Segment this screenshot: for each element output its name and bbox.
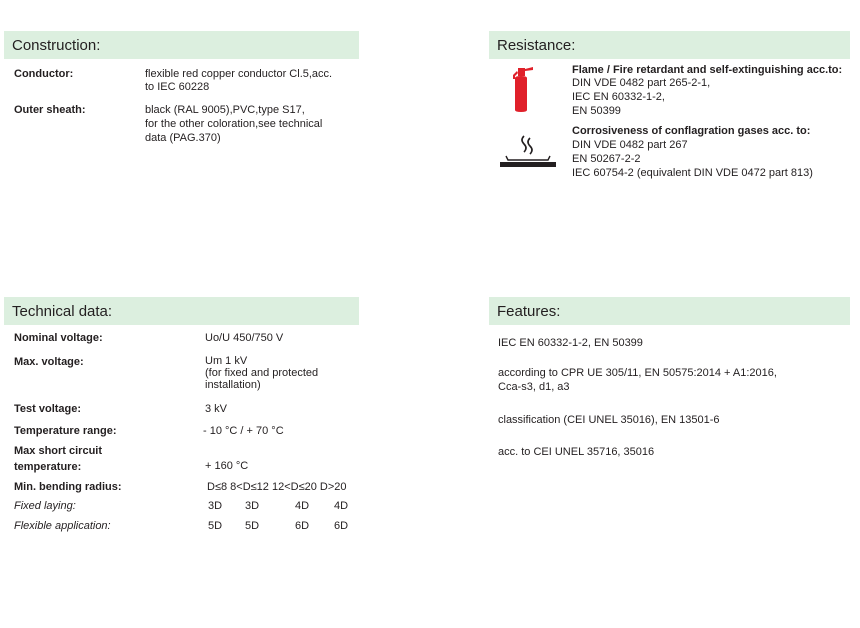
construction-title: Construction: [12,37,101,54]
temperature-range-value: - 10 °C / + 70 °C [203,425,284,437]
max-voltage-value-line-3: installation) [205,379,261,391]
fixed-laying-value: 4D [295,500,310,512]
test-voltage-value: 3 kV [205,403,228,415]
flame-line-1: DIN VDE 0482 part 265-2-1, [572,77,711,89]
nominal-voltage-label: Nominal voltage: [14,332,103,344]
bending-radius-value: D≤8 8<D≤12 12<D≤20 D>20 [207,481,347,493]
test-voltage-label: Test voltage: [14,403,82,415]
temperature-range-label: Temperature range: [14,425,117,437]
feature-item-1: IEC EN 60332-1-2, EN 50399 [498,337,643,349]
technical-header [4,297,359,325]
max-voltage-value-line-2: (for fixed and protected [205,367,319,379]
flexible-application-value: 6D [334,520,349,532]
outer-sheath-value-line-2: for the other coloration,see technical [145,118,323,130]
short-circuit-label-line-1: Max short circuit [14,445,103,457]
short-circuit-label-line-2: temperature: [14,461,82,473]
fixed-laying-value: 3D [208,500,223,512]
flexible-application-value: 6D [295,520,310,532]
flame-line-3: EN 50399 [572,105,621,117]
feature-item-2-line-1: according to CPR UE 305/11, EN 50575:2014 + A1:2016, [498,367,777,379]
outer-sheath-value-line-3: data (PAG.370) [145,132,221,144]
conductor-label: Conductor: [14,68,74,80]
bending-radius-label: Min. bending radius: [14,481,122,493]
feature-item-2-line-2: Cca-s3, d1, a3 [498,381,570,393]
short-circuit-value: + 160 °C [205,460,249,472]
flame-line-2: IEC EN 60332-1-2, [572,91,665,103]
fixed-laying-label: Fixed laying: [14,500,76,512]
flame-heading: Flame / Fire retardant and self-extinguishing acc.to: [572,64,843,76]
fixed-laying-value: 4D [334,500,349,512]
fixed-laying-value: 3D [245,500,260,512]
corrosiveness-line-2: EN 50267-2-2 [572,153,641,165]
flexible-application-value: 5D [208,520,223,532]
construction-header [4,31,359,59]
conductor-value-line-2: to IEC 60228 [145,81,210,93]
features-header [489,297,850,325]
max-voltage-label: Max. voltage: [14,356,84,368]
feature-item-4: acc. to CEI UNEL 35716, 35016 [498,446,655,458]
features-title: Features: [497,303,561,320]
outer-sheath-value-line-1: black (RAL 9005),PVC,type S17, [145,104,305,116]
flexible-application-value: 5D [245,520,260,532]
corrosiveness-heading: Corrosiveness of conflagration gases acc. to: [572,125,811,137]
max-voltage-value-line-1: Um 1 kV [205,355,248,367]
technical-title: Technical data: [12,303,113,320]
feature-item-3: classification (CEI UNEL 35016), EN 13501-6 [498,414,720,426]
flexible-application-label: Flexible application: [14,520,111,532]
fire-extinguisher-icon [505,66,535,114]
resistance-header [489,31,850,59]
conductor-value-line-1: flexible red copper conductor Cl.5,acc. [145,68,333,80]
corrosiveness-line-3: IEC 60754-2 (equivalent DIN VDE 0472 part 813) [572,167,813,179]
corrosiveness-line-1: DIN VDE 0482 part 267 [572,139,688,151]
nominal-voltage-value: Uo/U 450/750 V [205,332,284,344]
resistance-title: Resistance: [497,37,576,54]
outer-sheath-label: Outer sheath: [14,104,86,116]
corrosive-gas-icon [500,134,556,168]
